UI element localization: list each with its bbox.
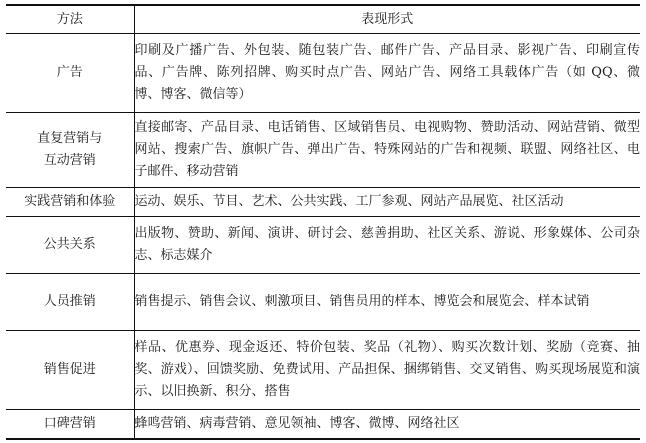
table-row	[6, 217, 640, 274]
form-cell: 销售提示、销售会议、刺激项目、销售员用的样本、博览会和展览会、样本试销	[134, 294, 590, 309]
form-cell: 蜂鸣营销、病毒营销、意见领袖、博客、微博、网络社区	[134, 416, 460, 431]
header-method: 方法	[6, 5, 134, 34]
method-cell	[6, 217, 134, 274]
form-cell: 样品、优惠券、现金返还、特价包装、奖品（礼物）、购买次数计划、奖励（竞赛、抽奖、游戏）、回馈奖励、免费试用、产品担保、捆绑销售、交叉销售、购买现场展览和演示、以旧换新、积分、搭售	[134, 340, 640, 399]
table-row	[6, 34, 640, 113]
method-cell	[6, 188, 134, 217]
method-label: 公共关系	[43, 237, 96, 252]
table-row	[6, 331, 640, 410]
form-cell: 印刷及广播广告、外包装、随包装广告、邮件广告、产品目录、影视广告、印刷宣传品、广告牌、陈列招牌、购买时点广告、网站广告、网络工具载体广告（如 QQ、微博、博客、微信等）	[134, 43, 640, 102]
table-row	[6, 188, 640, 217]
method-label: 口碑营销	[43, 416, 96, 431]
method-cell	[6, 331, 134, 410]
table-row	[6, 113, 640, 188]
table-body	[6, 34, 640, 440]
method-cell	[6, 113, 134, 188]
form-cell: 直接邮寄、产品目录、电话销售、区域销售员、电视购物、赞助活动、网站营销、微型网站、搜索广告、旗帜广告、弹出广告、特殊网站的广告和视频、联盟、网络社区、电子邮件、移动营销	[134, 120, 640, 179]
header-row	[6, 5, 640, 34]
form-cell: 出版物、赞助、新闻、演讲、研讨会、慈善捐助、社区关系、游说、形象媒体、公司杂志、标志媒介	[134, 226, 640, 263]
method-cell	[6, 410, 134, 440]
method-label: 销售促进	[43, 362, 96, 377]
method-label: 直复营销与互动营销	[37, 131, 103, 168]
table-header	[6, 5, 640, 34]
method-label: 人员推销	[43, 294, 96, 309]
table-row	[6, 274, 640, 331]
method-label: 实践营销和体验	[24, 194, 116, 209]
method-cell	[6, 274, 134, 331]
form-cell: 运动、娱乐、节目、艺术、公共实践、工厂参观、网站产品展览、社区活动	[134, 194, 564, 209]
promotion-methods-table	[6, 4, 640, 440]
method-cell	[6, 34, 134, 113]
table-row	[6, 410, 640, 440]
method-label: 广告	[56, 65, 83, 80]
header-form: 表现形式	[361, 11, 414, 27]
